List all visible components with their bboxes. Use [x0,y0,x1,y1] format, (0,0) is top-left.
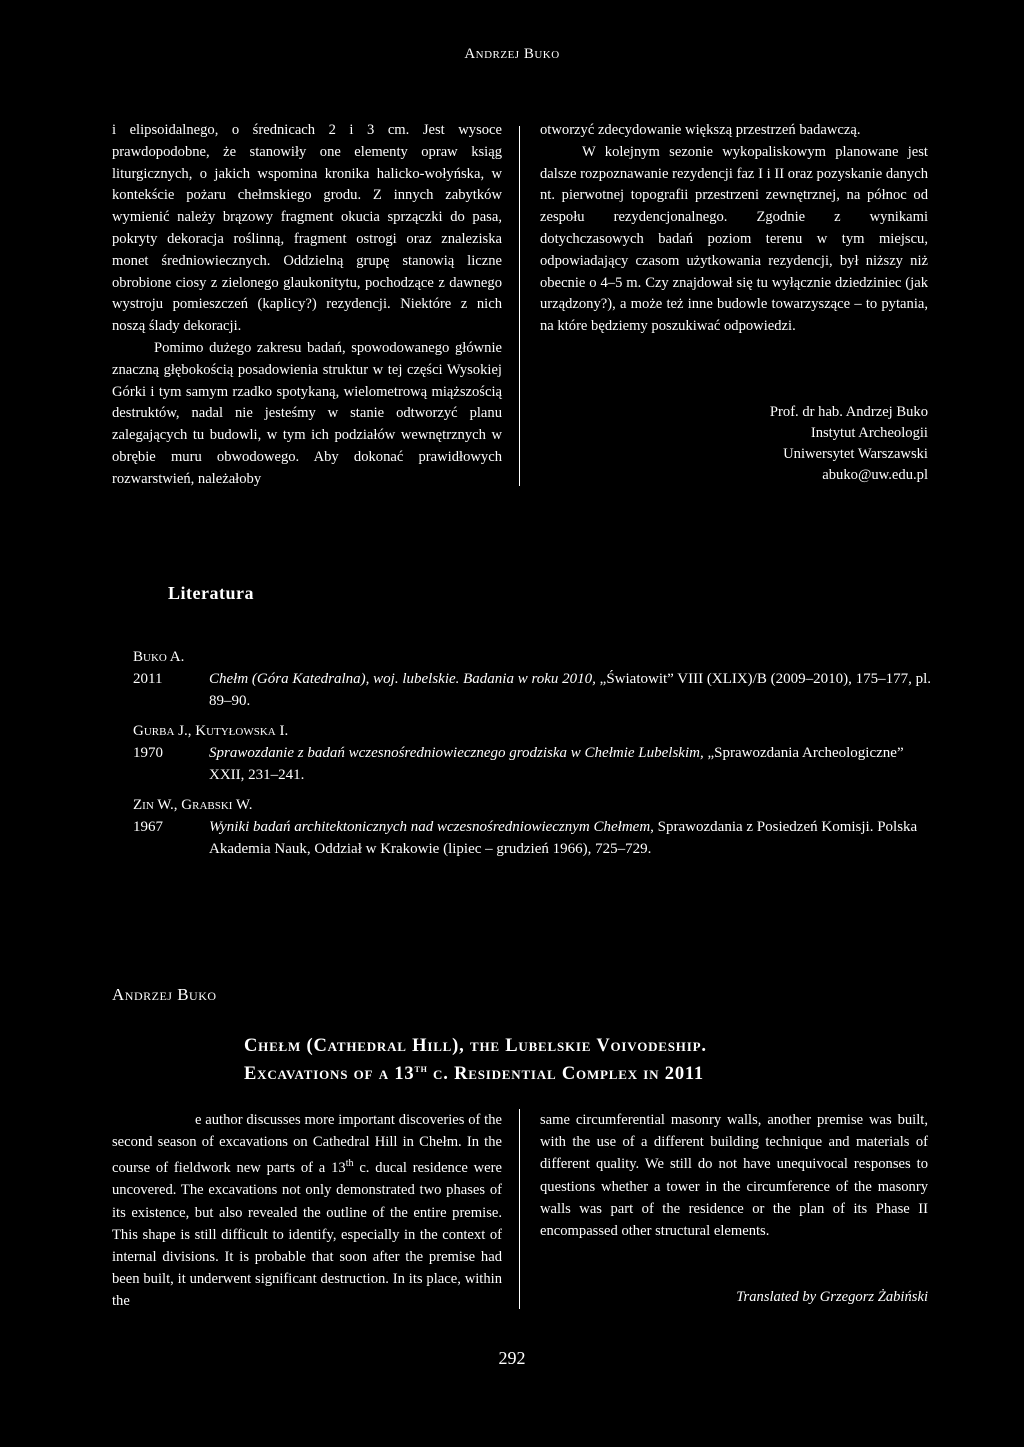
polish-left-column [112,120,502,491]
reference-text [209,742,933,786]
signature-name: Prof. dr hab. Andrzej Buko [769,404,928,420]
abstract-paragraph: same circumferential masonry walls, another premise was built, with the use of a different building technique and materials of different quality. We still do not have unequivocal responses to questions whether a tower in the circumference of the masonry walls was part of the residence or the plan of its Phase II encompassed other structural elements. [540,1112,928,1240]
paragraph: otworzyć zdecydowanie większą przestrzeń badawczą. [540,122,861,138]
reference-year: 2011 [133,671,163,687]
reference-author: Zin W., Grabski W. [133,797,253,813]
abstract-right-column [540,1109,928,1242]
reference-title: Chełm (Góra Katedralna), woj. lubelskie. Badania w roku 2010, [209,671,596,687]
reference-title: Sprawozdanie z badań wczesnośredniowiecznego grodziska w Chełmie Lubelskim, [209,745,704,761]
page-number: 292 [498,1348,526,1368]
references-list [133,646,933,860]
reference-entry [133,794,933,860]
polish-right-column [540,120,928,338]
reference-entry [133,646,933,712]
reference-text [209,816,933,860]
summary-author: Andrzej Buko [112,985,217,1004]
abstract-left-column [112,1109,502,1313]
author-signature [600,402,928,486]
reference-year: 1967 [133,819,163,835]
signature-university: Uniwersytet Warszawski [783,446,928,462]
paragraph: W kolejnym sezonie wykopaliskowym planowane jest dalsze rozpoznawanie rezydencji faz I i II oraz pozyskanie danych nt. pierwotnej topografii przestrzeni zewnętrznej, na północ od zespołu rezydencjonalnego. Zgodnie z wynikami dotychczasowych badań poziom terenu w tym miejscu, odpowiadający czasom użytkowania rezydencji, był niższy niż obecnie o 4–5 m. Czy znajdował się tu wyłącznie dziedziniec (jak urządzony?), a może też inne budowle towarzyszące – to pytania, na które będziemy poszukiwać odpowiedzi. [540,143,928,335]
reference-source: Sprawozdania z Posiedzeń Komisji. Polska Akademia Nauk, Oddział w Krakowie (lipiec – grudzień 1966), 725–729. [209,819,918,857]
paragraph: i elipsoidalnego, o średnicach 2 i 3 cm. Jest wysoce prawdopodobne, że stanowiły one elementy opraw ksiąg liturgicznych, o jakich wspomina kronika halicko-wołyńska, w kontekście pożaru chełmskiego grodu. Z innych zabytków wymienić należy brązowy fragment okucia sprzączki do pasa, pokryty dekoracja roślinną, fragment ostrogi oraz znaleziska monet średniowiecznych. Oddzielną grupę stanowią liczne obrobione ciosy z zielonego glaukonitytu, pochodzące z dawnego wystroju pomieszczeń (kaplicy?) rezydencji. Niektóre z nich noszą ślady dekoracji. [112,122,502,335]
signature-institute: Instytut Archeologii [810,425,928,441]
column-divider [519,1109,520,1309]
reference-author: Buko A. [133,649,185,665]
translator-credit: Translated by Grzegorz Żabiński [736,1289,928,1305]
abstract-paragraph: e author discusses more important discoveries of the second season of excavations on Cathedral Hill in Chełm. In the course of fieldwork new parts of a 13th c. ducal residence were uncovered. The excavations not only demonstrated two phases of its existence, but also revealed the outline of the entire premise. This shape is still difficult to identify, especially in the context of internal divisions. It is probable that soon after the premise had been built, it underwent significant destruction. In its place, within the [112,1112,502,1310]
summary-title-line1: Chełm (Cathedral Hill), the Lubelskie Voivodeship. [244,1036,707,1056]
paragraph: Pomimo dużego zakresu badań, spowodowanego głównie znaczną głębokością posadowienia struktur w tej części Wysokiej Górki i tym samym rzadko spotykaną, wielometrową miąższością destruktów, nadal nie jesteśmy w stanie odtworzyć planu zalegających tu budowli, w tym ich podziałów wewnętrznych w obrębie muru obwodowego. Aby dokonać prawidłowych rozwarstwień, należałoby [112,339,502,487]
literature-heading: Literatura [168,583,254,603]
running-header: Andrzej Buko [464,46,560,62]
reference-title: Wyniki badań architektonicznych nad wczesnośredniowiecznym Chełmem, [209,819,654,835]
reference-year: 1970 [133,745,163,761]
reference-author: Gurba J., Kutyłowska I. [133,723,289,739]
summary-title-line2: Excavations of a 13th c. Residential Complex in 2011 [244,1063,704,1085]
reference-entry [133,720,933,786]
reference-text [209,668,933,712]
reference-source: „Sprawozdania Archeologiczne” XXII, 231–241. [209,745,904,783]
reference-source: „Światowit” VIII (XLIX)/B (2009–2010), 175–177, pl. 89–90. [209,671,932,709]
summary-title [244,1035,944,1086]
signature-email: abuko@uw.edu.pl [822,467,928,483]
column-divider [519,126,520,486]
